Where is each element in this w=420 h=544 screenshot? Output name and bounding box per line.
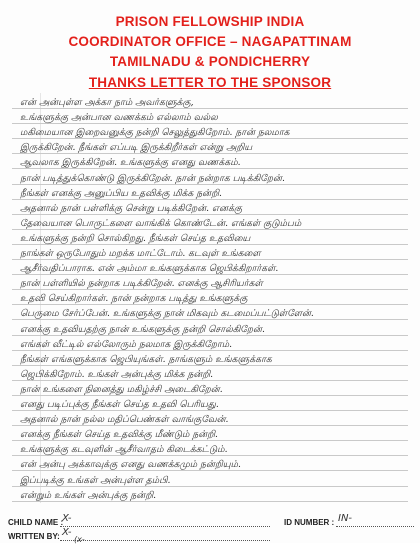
handwritten-line: எனக்கு உதவியதற்கு நான் உங்களுக்கு நன்றி சொல்கிறேன். xyxy=(20,323,265,335)
written-by-field xyxy=(60,540,270,541)
handwritten-line: தேவையான பொருட்களை வாங்கிக் கொண்டேன். எங்கள் குடும்பம் xyxy=(20,217,302,229)
handwritten-line: உங்களுக்கு அன்பான வணக்கம் எல்லாம் வல்ல xyxy=(20,112,218,124)
handwritten-line: உங்களுக்கு கடவுளின் ஆசீர்வாதம் கிடைக்கட்டும். xyxy=(20,444,228,456)
handwritten-line: என் அன்புள்ள அக்கா நாம் அவர்களுக்கு, xyxy=(20,97,194,108)
child-name-value: X- xyxy=(62,513,72,524)
handwritten-line: ஆசீர்வதிப்பாராக. என் அம்மா உங்களுக்காக ஜெபிக்கிறார்கள். xyxy=(20,263,279,275)
handwritten-line: பெருமை சேர்ப்பேன். உங்களுக்கு நான் மிகவும் கடமைப்பட்டுள்ளேன். xyxy=(20,308,314,320)
handwritten-line: நீங்கள் எங்களுக்காக ஜெபியுங்கள். நாங்களும் உங்களுக்காக xyxy=(20,353,272,365)
handwritten-line: நீங்கள் எனக்கு அனுப்பிய உதவிக்கு மிக்க நன்றி. xyxy=(20,187,222,199)
handwritten-line: உதவி செய்கிறார்கள். நான் நன்றாக படித்து உங்களுக்கு xyxy=(20,293,248,305)
id-number-value: IN- xyxy=(338,513,353,524)
written-by-value: X- xyxy=(62,527,72,538)
handwritten-line: எனக்கு நீங்கள் செய்த உதவிக்கு மீண்டும் நன்றி. xyxy=(20,429,218,441)
handwritten-line: உங்களுக்கு நன்றி சொல்கிறது. நீங்கள் செய்த உதவியை xyxy=(20,232,251,244)
handwritten-line: அதனால் நான் பள்ளிக்கு சென்று படிக்கிறேன். எனக்கு xyxy=(20,202,243,214)
child-name-label: CHILD NAME : xyxy=(8,518,64,527)
handwritten-line: ஆவலாக இருக்கிறேன். உங்களுக்கு எனது வணக்கம். xyxy=(20,157,241,169)
handwritten-line: நான் உங்களை நினைத்து மகிழ்ச்சி அடைகிறேன். xyxy=(20,383,223,395)
org-name: PRISON FELLOWSHIP INDIA xyxy=(115,14,305,29)
handwritten-line: நான் பள்ளியில் நன்றாக படிக்கிறேன். எனக்கு ஆசிரியர்கள் xyxy=(20,278,263,290)
handwritten-line: இப்படிக்கு உங்கள் அன்புள்ள தம்பி. xyxy=(20,474,171,486)
handwritten-line: எனது படிப்புக்கு நீங்கள் செய்த உதவி பெரியது. xyxy=(20,399,219,410)
handwritten-line: இருக்கிறேன். நீங்கள் எப்படி இருக்கிறீர்கள் என்று அறிய xyxy=(20,142,253,154)
handwritten-line: நான் படித்துக்கொண்டு இருக்கிறேன். நான் நன்றாக படிக்கிறேன். xyxy=(20,172,285,184)
handwritten-line: அதனால் நான் நல்ல மதிப்பெண்கள் வாங்குவேன். xyxy=(20,414,229,426)
written-by-label: WRITTEN BY: xyxy=(8,532,60,541)
written-by-sub: (x- xyxy=(74,535,85,544)
child-name-field xyxy=(60,526,270,527)
id-number-field xyxy=(336,526,414,527)
region-name: TAMILNADU & PONDICHERRY xyxy=(109,54,311,69)
handwritten-line: என்றும் உங்கள் அன்புக்கு நன்றி. xyxy=(20,489,157,501)
handwritten-line: நாங்கள் ஒருபோதும் மறக்க மாட்டோம். கடவுள் உங்களை xyxy=(20,248,261,259)
office-name: COORDINATOR OFFICE – NAGAPATTINAM xyxy=(68,34,352,49)
letter-title: THANKS LETTER TO THE SPONSOR xyxy=(88,75,332,90)
handwritten-line: மகிமையான இறைவனுக்கு நன்றி செலுத்துகிறோம். நான் நலமாக xyxy=(20,127,290,139)
letterhead xyxy=(0,12,420,93)
id-number-label: ID NUMBER : xyxy=(284,518,335,527)
handwritten-line: எங்கள் வீட்டில் எல்லோரும் நலமாக இருக்கிறோம். xyxy=(20,338,233,350)
handwritten-line: என் அன்பு அக்காவுக்கு எனது வணக்கமும் நன்றியும். xyxy=(20,459,241,471)
handwritten-line: ஜெபிக்கிறோம். உங்கள் அன்புக்கு மிக்க நன்றி. xyxy=(20,368,214,380)
